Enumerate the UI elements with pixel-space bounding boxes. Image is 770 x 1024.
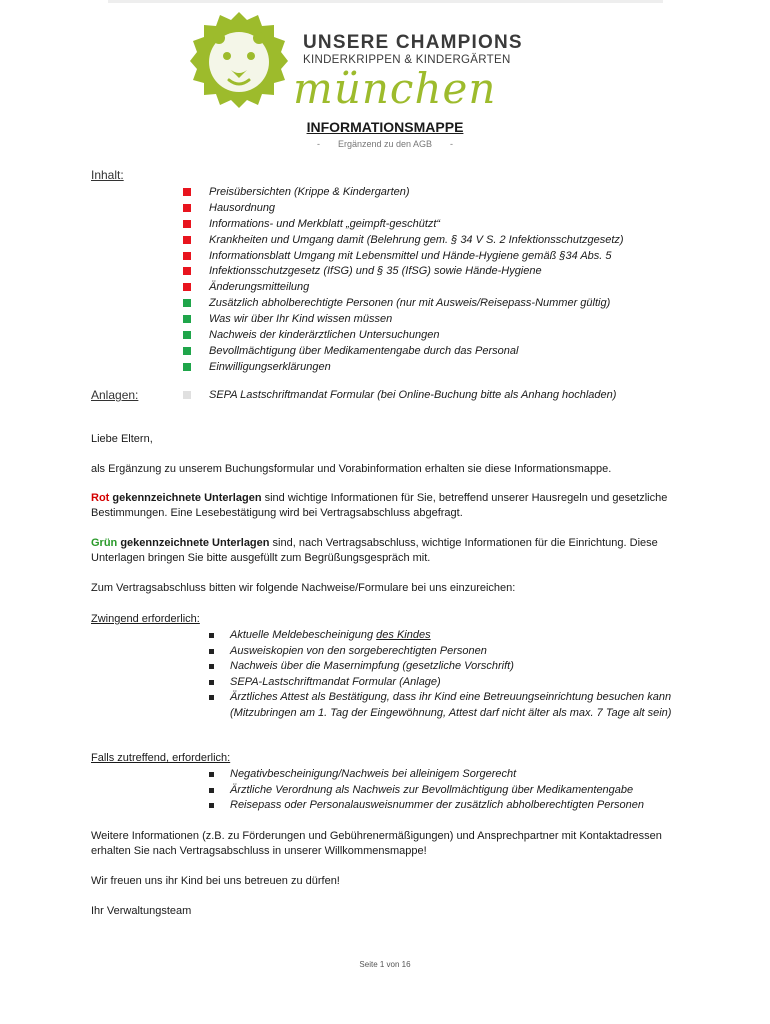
optional-item: Reisepass oder Personalausweisnummer der zusätzlich abholberechtigten Personen	[205, 798, 675, 814]
contents-item	[183, 343, 743, 359]
contents-item	[183, 311, 743, 327]
annex-item	[183, 389, 616, 401]
green-documents-paragraph: Grün gekennzeichnete Unterlagen sind, nach Vertragsabschluss, wichtige Informationen für die Einrichtung. Diese Unterlagen bringen Sie bitte ausgefüllt zum Begrüßungsgespräch mit.	[91, 537, 658, 564]
intro-paragraph: als Ergänzung zu unserem Buchungsformular und Vorabinformation erhalten sie diese Informationsmappe.	[91, 463, 612, 475]
contents-item-text: Einwilligungserklärungen	[209, 360, 331, 373]
square-bullet-icon	[183, 283, 191, 291]
further-info-paragraph: Weitere Informationen (z.B. zu Förderungen und Gebührenermäßigungen) und Ansprechpartner mit Kontaktadressen erhalten Sie nach Vertragsabschluss in unserer Willkommensmappe!	[91, 830, 662, 857]
brand-logo	[189, 10, 529, 113]
contents-item	[183, 200, 743, 216]
square-bullet-icon	[183, 299, 191, 307]
document-subtitle: - Ergänzend zu den AGB -	[316, 139, 454, 149]
contents-item-text: Infektionsschutzgesetz (IfSG) und § 35 (IfSG) sowie Hände-Hygiene	[209, 265, 542, 278]
contents-item	[183, 263, 743, 279]
contents-item-text: Informationsblatt Umgang mit Lebensmittel und Hände-Hygiene gemäß §34 Abs. 5	[209, 249, 612, 262]
square-bullet-icon	[183, 363, 191, 371]
contents-label: Inhalt:	[91, 168, 124, 182]
request-paragraph: Zum Vertragsabschluss bitten wir folgende Nachweise/Formulare bei uns einzureichen:	[91, 582, 516, 594]
square-bullet-icon	[183, 252, 191, 260]
square-bullet-icon	[183, 331, 191, 339]
contents-item-text: Was wir über Ihr Kind wissen müssen	[209, 313, 393, 326]
optional-item: Ärztliche Verordnung als Nachweis zur Bevollmächtigung über Medikamentengabe	[205, 783, 675, 799]
contents-item	[183, 184, 743, 200]
contents-item-text: Nachweis der kinderärztlichen Untersuchungen	[209, 328, 440, 341]
contents-item-text: Zusätzlich abholberechtigte Personen (nur mit Ausweis/Reisepass-Nummer gültig)	[209, 297, 611, 310]
brand-city: münchen	[293, 64, 497, 113]
annex-label: Anlagen:	[91, 388, 139, 402]
signature: Ihr Verwaltungsteam	[91, 905, 192, 917]
top-border-line	[108, 0, 663, 3]
optional-label: Falls zutreffend, erforderlich:	[91, 752, 231, 764]
brand-tagline: KINDERKRIPPEN & KINDERGÄRTEN	[303, 54, 511, 66]
square-bullet-icon	[183, 188, 191, 196]
annex-text: SEPA Lastschriftmandat Formular (bei Online-Buchung bitte als Anhang hochladen)	[209, 389, 617, 401]
square-bullet-icon	[183, 347, 191, 355]
contents-item-text: Hausordnung	[209, 201, 276, 214]
contents-item	[183, 279, 743, 295]
required-item: Ausweiskopien von den sorgeberechtigten Personen	[205, 644, 675, 660]
contents-item	[183, 232, 743, 248]
optional-item: Negativbescheinigung/Nachweis bei alleinigem Sorgerecht	[205, 767, 675, 783]
red-documents-paragraph: Rot gekennzeichnete Unterlagen sind wichtige Informationen für Sie, betreffend unserer Hausregeln und gesetzliche Bestimmungen. Eine Lesebestätigung wird bei Vertragsabschluss abgefragt.	[91, 492, 668, 519]
page-number: Seite 1 von 16	[359, 960, 411, 969]
required-documents-list	[205, 628, 675, 721]
square-bullet-icon	[183, 236, 191, 244]
required-label: Zwingend erforderlich:	[91, 613, 200, 625]
square-bullet-icon	[183, 220, 191, 228]
contents-item-text: Bevollmächtigung über Medikamentengabe durch das Personal	[209, 344, 519, 357]
required-item: Ärztliches Attest als Bestätigung, dass ihr Kind eine Betreuungseinrichtung besuchen kann (Mitzubringen am 1. Tag der Eingewöhnung, Attest darf nicht älter als max. 7 Tage alt sein)	[205, 690, 675, 721]
contents-item	[183, 327, 743, 343]
lion-logo-icon	[189, 10, 289, 110]
contents-item	[183, 359, 743, 375]
optional-documents-list	[205, 767, 675, 814]
square-bullet-icon	[183, 204, 191, 212]
square-bullet-icon	[183, 267, 191, 275]
required-item: Nachweis über die Masernimpfung (gesetzliche Vorschrift)	[205, 659, 675, 675]
required-item: Aktuelle Meldebescheinigung des Kindes	[205, 628, 675, 644]
required-item: SEPA-Lastschriftmandat Formular (Anlage)	[205, 675, 675, 691]
contents-item-text: Änderungsmitteilung	[209, 281, 310, 294]
document-title: INFORMATIONSMAPPE	[306, 119, 464, 135]
contents-item	[183, 295, 743, 311]
contents-item-text: Preisübersichten (Krippe & Kindergarten)	[209, 185, 410, 198]
contents-item	[183, 216, 743, 232]
square-bullet-icon	[183, 315, 191, 323]
brand-name: UNSERE CHAMPIONS	[303, 32, 523, 53]
contents-list	[183, 184, 743, 375]
contents-item-text: Krankheiten und Umgang damit (Belehrung gem. § 34 V S. 2 Infektionsschutzgesetz)	[209, 233, 624, 246]
contents-item-text: Informations- und Merkblatt „geimpft-geschützt“	[209, 217, 441, 230]
closing-line: Wir freuen uns ihr Kind bei uns betreuen zu dürfen!	[91, 875, 340, 887]
annex-marker-icon	[183, 391, 191, 399]
greeting: Liebe Eltern,	[91, 433, 153, 445]
contents-item	[183, 248, 743, 264]
